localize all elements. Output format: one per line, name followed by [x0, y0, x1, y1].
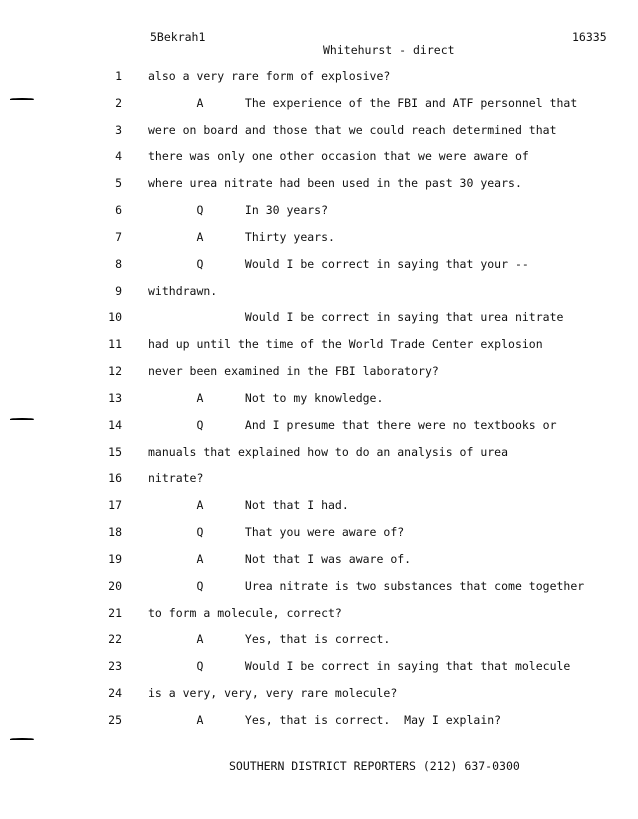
line-number: 13 [108, 390, 122, 405]
line-number: 1 [115, 69, 122, 83]
transcript-line [0, 146, 638, 173]
line-number: 17 [108, 498, 122, 513]
transcript-line [0, 576, 638, 603]
line-number: 22 [108, 632, 122, 647]
transcript-line [0, 200, 638, 227]
line-text: to form a molecule, correct? [148, 605, 342, 620]
line-number: 2 [115, 95, 122, 110]
line-number: 10 [108, 310, 122, 325]
line-number: 4 [115, 149, 122, 164]
transcript-line [0, 388, 638, 415]
line-number: 6 [115, 203, 122, 218]
line-number: 20 [108, 578, 122, 593]
line-text: were on board and those that we could reach determined that [148, 122, 557, 137]
transcript-line [0, 683, 638, 710]
line-number: 18 [108, 525, 122, 540]
line-text: withdrawn. [148, 283, 218, 298]
transcript-line [0, 415, 638, 442]
transcript-line [0, 173, 638, 200]
line-text: Q And I presume that there were no textbooks or [148, 417, 557, 432]
line-number: 7 [115, 229, 122, 244]
transcript-line [0, 281, 638, 308]
line-number: 3 [115, 122, 122, 137]
transcript-line [0, 254, 638, 281]
line-number: 16 [108, 471, 122, 486]
line-number: 19 [108, 551, 122, 566]
line-text: Would I be correct in saying that urea nitrate [148, 310, 564, 325]
line-number: 24 [108, 686, 122, 701]
line-text: manuals that explained how to do an analysis of urea [148, 444, 509, 459]
line-number: 14 [108, 417, 122, 432]
line-text: A Not to my knowledge. [148, 390, 384, 405]
witness-heading: Whitehurst - direct [323, 43, 455, 57]
transcript-line [0, 361, 638, 388]
transcript-line [0, 334, 638, 361]
transcript-lines [0, 66, 638, 737]
line-text: there was only one other occasion that we were aware of [148, 149, 529, 164]
line-number: 8 [115, 256, 122, 271]
transcript-line [0, 442, 638, 469]
transcript-line [0, 307, 638, 334]
line-text: A The experience of the FBI and ATF personnel that [148, 95, 578, 110]
reporter-footer: SOUTHERN DISTRICT REPORTERS (212) 637-0300 [229, 759, 520, 773]
case-id: 5Bekrah1 [150, 30, 206, 44]
transcript-line [0, 93, 638, 120]
line-text: Q Would I be correct in saying that that molecule [148, 659, 571, 674]
transcript-line [0, 522, 638, 549]
line-text: is a very, very, very rare molecule? [148, 686, 398, 701]
transcript-line [0, 549, 638, 576]
line-text: Q Would I be correct in saying that your -- [148, 256, 529, 271]
line-text: A Yes, that is correct. May I explain? [148, 712, 502, 727]
line-text: Q That you were aware of? [148, 525, 405, 540]
line-number: 15 [108, 444, 122, 459]
line-number: 25 [108, 712, 122, 727]
line-text: where urea nitrate had been used in the past 30 years. [148, 176, 522, 191]
page-number: 16335 [572, 30, 607, 44]
line-text: had up until the time of the World Trade Center explosion [148, 337, 543, 352]
transcript-line [0, 120, 638, 147]
line-text: Q In 30 years? [148, 203, 329, 218]
line-text: A Not that I was aware of. [148, 551, 412, 566]
transcript-line [0, 66, 638, 93]
line-text: Q Urea nitrate is two substances that come together [148, 578, 585, 593]
transcript-line [0, 227, 638, 254]
line-text: never been examined in the FBI laboratory? [148, 364, 439, 379]
line-number: 5 [115, 176, 122, 191]
line-number: 9 [115, 283, 122, 298]
binding-hole-mark [10, 738, 34, 740]
line-text: A Yes, that is correct. [148, 632, 391, 647]
line-number: 23 [108, 659, 122, 674]
line-text: nitrate? [148, 471, 204, 486]
transcript-line [0, 603, 638, 630]
line-text: also a very rare form of explosive? [148, 69, 391, 83]
transcript-line [0, 629, 638, 656]
transcript-line [0, 710, 638, 737]
line-number: 12 [108, 364, 122, 379]
transcript-line [0, 495, 638, 522]
line-number: 21 [108, 605, 122, 620]
transcript-line [0, 468, 638, 495]
line-text: A Thirty years. [148, 229, 335, 244]
line-number: 11 [108, 337, 122, 352]
transcript-line [0, 656, 638, 683]
line-text: A Not that I had. [148, 498, 349, 513]
